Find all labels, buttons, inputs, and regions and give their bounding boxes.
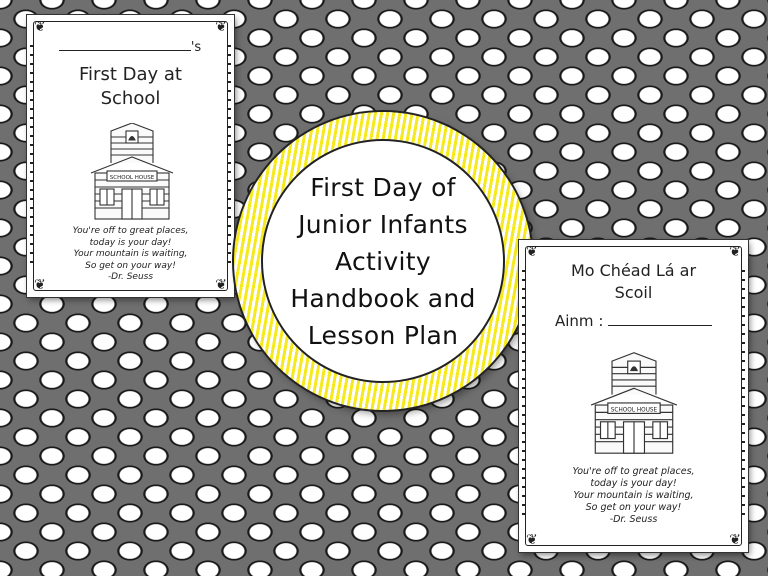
main-title-line: Junior Infants xyxy=(298,209,468,239)
corner-flourish-icon: ❦ xyxy=(729,244,741,260)
quote-line: today is your day! xyxy=(89,237,172,248)
quote-line: So get on your way! xyxy=(585,502,682,513)
quote-line: today is your day! xyxy=(590,478,677,489)
quote-author: -Dr. Seuss xyxy=(609,514,658,525)
english-cover-card xyxy=(27,15,234,297)
main-title-line: Lesson Plan xyxy=(307,320,459,350)
corner-flourish-icon: ❦ xyxy=(215,19,227,35)
cover-title-line: Mo Chéad Lá ar xyxy=(570,261,697,280)
cover-title xyxy=(27,63,234,111)
cover-title-line: School xyxy=(100,88,161,109)
quote-line: Your mountain is waiting, xyxy=(73,249,188,259)
title-badge xyxy=(234,112,532,410)
corner-flourish-icon: ❦ xyxy=(34,277,46,293)
cover-title xyxy=(519,260,748,304)
main-title-line: Handbook and xyxy=(290,283,476,313)
main-title xyxy=(290,169,475,354)
name-label: Ainm : xyxy=(555,312,604,330)
seuss-quote xyxy=(27,226,234,284)
name-suffix: 's xyxy=(190,40,202,55)
corner-flourish-icon: ❦ xyxy=(526,244,538,260)
school-house-sign: SCHOOL HOUSE xyxy=(109,175,155,181)
quote-author: -Dr. Seuss xyxy=(107,272,154,282)
seuss-quote xyxy=(519,466,748,526)
corner-flourish-icon: ❦ xyxy=(729,532,741,548)
cover-title-line: Scoil xyxy=(614,283,653,302)
quote-line: You're off to great places, xyxy=(572,466,695,477)
schoolhouse-icon xyxy=(589,352,679,456)
main-title-line: Activity xyxy=(335,246,431,276)
irish-cover-card xyxy=(519,240,748,552)
corner-flourish-icon: ❦ xyxy=(526,532,538,548)
name-blank xyxy=(59,40,191,51)
title-badge-inner xyxy=(261,139,505,383)
cover-title-line: First Day at xyxy=(79,64,182,85)
quote-line: So get on your way! xyxy=(85,260,176,271)
corner-flourish-icon: ❦ xyxy=(34,19,46,35)
name-line xyxy=(55,40,205,55)
name-field xyxy=(555,312,712,330)
schoolhouse-icon xyxy=(89,123,175,221)
name-blank xyxy=(608,313,712,326)
quote-line: Your mountain is waiting, xyxy=(573,490,694,501)
school-house-sign: SCHOOL HOUSE xyxy=(610,407,658,414)
corner-flourish-icon: ❦ xyxy=(215,277,227,293)
main-title-line: First Day of xyxy=(310,172,456,202)
quote-line: You're off to great places, xyxy=(72,226,189,236)
